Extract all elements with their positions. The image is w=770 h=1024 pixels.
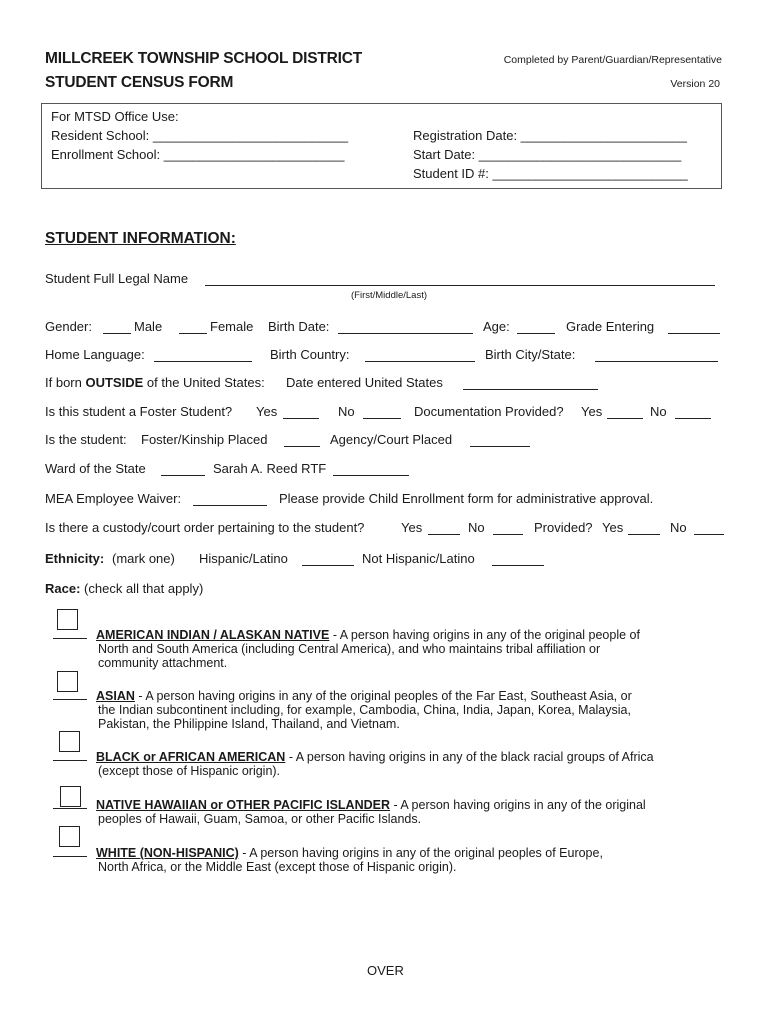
office-heading: For MTSD Office Use: (51, 109, 179, 124)
mea-label: MEA Employee Waiver: (45, 491, 182, 506)
home-language-label: Home Language: (45, 347, 145, 362)
doc-no-label: No (650, 404, 667, 419)
section-title: STUDENT INFORMATION: (45, 230, 236, 247)
ward-label: Ward of the State (45, 461, 146, 476)
completed-by: Completed by Parent/Guardian/Representative (503, 54, 722, 66)
race-pacific-islander-desc1: - A person having origins in any of the original (390, 798, 646, 812)
age-label: Age: (483, 319, 510, 334)
enrollment-school-field[interactable]: Enrollment School: _________________________ (51, 147, 345, 162)
doc-yes-blank[interactable] (607, 418, 643, 419)
documentation-label: Documentation Provided? (414, 404, 564, 419)
race-asian-desc1: - A person having origins in any of the original peoples of the Far East, Southeast Asia, or (134, 689, 632, 703)
provided-yes-blank[interactable] (628, 534, 660, 535)
race-pacific-islander-text (96, 798, 706, 826)
race-pacific-islander-name: NATIVE HAWAIIAN or OTHER PACIFIC ISLANDER (96, 798, 390, 812)
reed-blank[interactable] (333, 475, 409, 476)
foster-yes-label: Yes (256, 404, 278, 419)
full-name-label: Student Full Legal Name (45, 271, 189, 286)
race-asian-line (53, 699, 87, 700)
race-american-indian-text (96, 628, 706, 670)
reed-label: Sarah A. Reed RTF (213, 461, 327, 476)
race-american-indian-line (53, 638, 87, 639)
race-black-desc2: (except those of Hispanic origin). (98, 764, 281, 778)
start-date-field[interactable]: Start Date: ____________________________ (413, 147, 682, 162)
race-asian-desc3: Pakistan, the Philippine Island, Thailand, and Vietnam. (98, 717, 400, 731)
custody-provided-label: Provided? (534, 520, 593, 535)
gender-label: Gender: (45, 319, 92, 334)
custody-yes-blank[interactable] (428, 534, 460, 535)
mea-blank[interactable] (193, 505, 267, 506)
female-blank[interactable] (179, 333, 207, 334)
full-name-line[interactable] (205, 285, 715, 286)
not-hispanic-label: Not Hispanic/Latino (362, 551, 475, 566)
race-american-indian-desc2: North and South America (including Central America), and who maintains tribal affiliation or (98, 642, 601, 656)
child-enrollment-note: Please provide Child Enrollment form for administrative approval. (279, 491, 654, 506)
form-title: STUDENT CENSUS FORM (45, 74, 234, 91)
race-asian-desc2: the Indian subcontinent including, for example, Cambodia, China, India, Japan, Korea, Malaysia, (98, 703, 631, 717)
race-white-text (96, 846, 706, 874)
foster-kinship-label: Foster/Kinship Placed (141, 432, 268, 447)
race-asian-checkbox[interactable] (57, 671, 78, 692)
custody-no-blank[interactable] (493, 534, 523, 535)
grade-label: Grade Entering (566, 319, 655, 334)
ethnicity-label: Ethnicity: (45, 551, 105, 566)
birth-country-blank[interactable] (365, 361, 475, 362)
foster-kinship-blank[interactable] (284, 446, 320, 447)
birth-city-blank[interactable] (595, 361, 718, 362)
race-pacific-islander-line (53, 808, 87, 809)
resident-school-field[interactable]: Resident School: ___________________________ (51, 128, 349, 143)
version-label: Version 20 (670, 78, 720, 90)
race-black-desc1: - A person having origins in any of the black racial groups of Africa (285, 750, 654, 764)
foster-yes-blank[interactable] (283, 418, 319, 419)
mark-one-hint: (mark one) (112, 551, 175, 566)
district-name: MILLCREEK TOWNSHIP SCHOOL DISTRICT (45, 50, 362, 67)
check-all-hint: (check all that apply) (84, 581, 204, 596)
birth-date-label: Birth Date: (268, 319, 330, 334)
is-student-label: Is the student: (45, 432, 127, 447)
birth-date-blank[interactable] (338, 333, 473, 334)
race-pacific-islander-desc2: peoples of Hawaii, Guam, Samoa, or other Pacific Islands. (98, 812, 422, 826)
male-blank[interactable] (103, 333, 131, 334)
provided-no-label: No (670, 520, 687, 535)
race-black-checkbox[interactable] (59, 731, 80, 752)
birth-country-label: Birth Country: (270, 347, 350, 362)
name-hint: (First/Middle/Last) (351, 290, 428, 301)
date-entered-label: Date entered United States (286, 375, 443, 390)
custody-no-label: No (468, 520, 485, 535)
race-american-indian-desc1: - A person having origins in any of the original people of (329, 628, 640, 642)
agency-blank[interactable] (470, 446, 530, 447)
birth-city-label: Birth City/State: (485, 347, 576, 362)
race-white-name: WHITE (NON-HISPANIC) (96, 846, 239, 860)
age-blank[interactable] (517, 333, 555, 334)
race-white-desc1: - A person having origins in any of the original peoples of Europe, (238, 846, 603, 860)
not-hispanic-blank[interactable] (492, 565, 544, 566)
born-prefix: If born (45, 375, 82, 390)
race-black-line (53, 760, 87, 761)
hispanic-blank[interactable] (302, 565, 354, 566)
date-entered-blank[interactable] (463, 389, 598, 390)
male-label: Male (134, 319, 163, 334)
ward-blank[interactable] (161, 475, 205, 476)
home-language-blank[interactable] (154, 361, 252, 362)
provided-no-blank[interactable] (694, 534, 724, 535)
provided-yes-label: Yes (602, 520, 624, 535)
race-heading (45, 581, 203, 596)
foster-no-label: No (338, 404, 355, 419)
race-asian-name: ASIAN (96, 689, 135, 703)
custody-question: Is there a custody/court order pertaining to the student? (45, 520, 365, 535)
student-id-field[interactable]: Student ID #: ___________________________ (413, 166, 688, 181)
race-pacific-islander-checkbox[interactable] (60, 786, 81, 807)
race-asian-text (96, 689, 706, 731)
foster-question: Is this student a Foster Student? (45, 404, 233, 419)
custody-yes-label: Yes (401, 520, 423, 535)
born-outside-emphasis: OUTSIDE (85, 375, 144, 390)
race-black-name: BLACK or AFRICAN AMERICAN (96, 750, 286, 764)
race-label: Race: (45, 581, 81, 596)
agency-label: Agency/Court Placed (330, 432, 453, 447)
race-american-indian-desc3: community attachment. (98, 656, 228, 670)
race-american-indian-name: AMERICAN INDIAN / ALASKAN NATIVE (96, 628, 330, 642)
doc-no-blank[interactable] (675, 418, 711, 419)
race-american-indian-checkbox[interactable] (57, 609, 78, 630)
registration-date-field[interactable]: Registration Date: _______________________ (413, 128, 687, 143)
hispanic-label: Hispanic/Latino (199, 551, 288, 566)
doc-yes-label: Yes (581, 404, 603, 419)
race-white-desc2: North Africa, or the Middle East (except those of Hispanic origin). (98, 860, 457, 874)
foster-no-blank[interactable] (363, 418, 401, 419)
race-white-checkbox[interactable] (59, 826, 80, 847)
footer-over: OVER (367, 963, 404, 978)
race-black-text (96, 750, 706, 778)
race-white-line (53, 856, 87, 857)
female-label: Female (210, 319, 254, 334)
born-suffix: of the United States: (146, 375, 265, 390)
grade-blank[interactable] (668, 333, 720, 334)
born-outside-label (45, 375, 265, 390)
